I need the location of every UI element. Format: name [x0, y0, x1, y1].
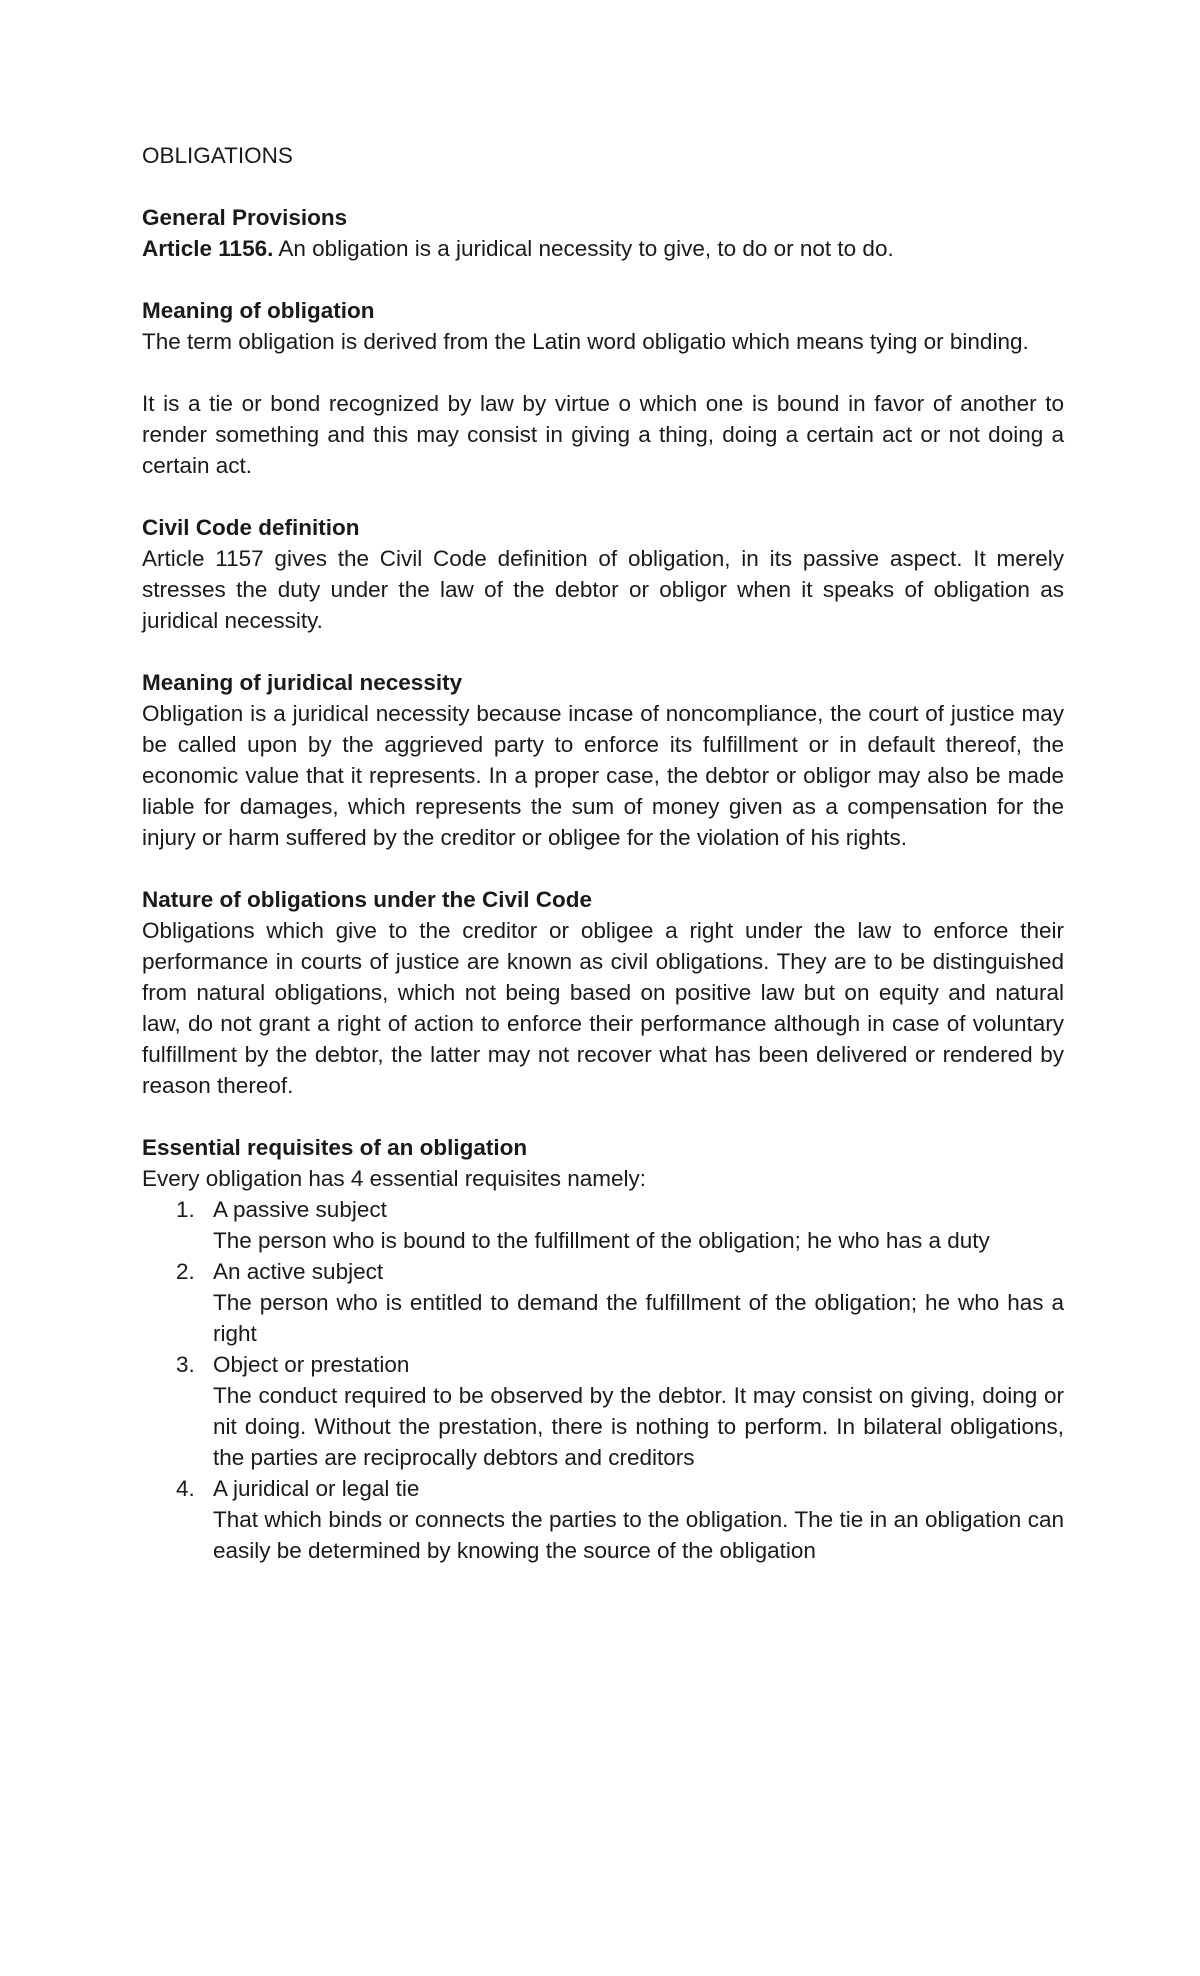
list-item-description: The person who is bound to the fulfillment of the obligation; he who has a duty: [213, 1228, 990, 1253]
document-title: OBLIGATIONS: [142, 143, 293, 168]
article-1156: [142, 233, 1064, 264]
list-item-number: 4.: [176, 1476, 195, 1501]
list-item: [142, 1349, 1064, 1473]
heading-general-provisions: General Provisions: [142, 205, 348, 230]
list-item-description: That which binds or connects the parties to the obligation. The tie in an obligation can easily be determined by knowing the source of the obligation: [213, 1507, 1064, 1563]
article-1156-label: Article 1156.: [142, 236, 274, 261]
heading-nature-of-obligations: Nature of obligations under the Civil Code: [142, 887, 593, 912]
list-item-description: The conduct required to be observed by the debtor. It may consist on giving, doing or nit doing. Without the prestation, there is nothing to perform. In bilateral obligations, the parties are reciprocally debtors and creditors: [213, 1383, 1064, 1470]
paragraph-latin-origin: The term obligation is derived from the Latin word obligatio which means tying or binding.: [142, 329, 1029, 354]
article-1156-text: An obligation is a juridical necessity to give, to do or not to do.: [273, 236, 894, 261]
paragraph-nature-of-obligations: Obligations which give to the creditor or obligee a right under the law to enforce their performance in courts of justice are known as civil obligations. They are to be distinguished from natural obligations, which not being based on positive law but on equity and natural law, do not grant a right of action to enforce their performance although in case of voluntary fulfillment by the debtor, the latter may not recover what has been delivered or rendered by reason thereof.: [142, 918, 1064, 1098]
list-item-number: 2.: [176, 1259, 195, 1284]
paragraph-civil-code-definition: Article 1157 gives the Civil Code definition of obligation, in its passive aspect. It merely stresses the duty under the law of the debtor or obligor when it speaks of obligation as juridical necessity.: [142, 546, 1064, 633]
section-meaning-of-obligation: [142, 295, 1064, 481]
list-item-description: The person who is entitled to demand the fulfillment of the obligation; he who has a right: [213, 1290, 1064, 1346]
list-item: [142, 1194, 1064, 1256]
heading-civil-code-definition: Civil Code definition: [142, 515, 360, 540]
section-civil-code-definition: [142, 512, 1064, 636]
heading-meaning-of-obligation: Meaning of obligation: [142, 298, 375, 323]
heading-essential-requisites: Essential requisites of an obligation: [142, 1135, 528, 1160]
list-item: [142, 1473, 1064, 1566]
requisites-list: [142, 1194, 1064, 1566]
section-nature-of-obligations: [142, 884, 1064, 1101]
list-item-title: Object or prestation: [213, 1352, 410, 1377]
section-essential-requisites: [142, 1132, 1064, 1566]
paragraph-requisites-intro: Every obligation has 4 essential requisites namely:: [142, 1166, 647, 1191]
list-item-number: 1.: [176, 1197, 195, 1222]
heading-juridical-necessity: Meaning of juridical necessity: [142, 670, 463, 695]
paragraph-tie-or-bond: It is a tie or bond recognized by law by virtue o which one is bound in favor of another to render something and this may consist in giving a thing, doing a certain act or not doing a certain act.: [142, 391, 1064, 478]
list-item-title: A passive subject: [213, 1197, 387, 1222]
list-item-title: An active subject: [213, 1259, 384, 1284]
section-juridical-necessity: [142, 667, 1064, 853]
list-item-number: 3.: [176, 1352, 195, 1377]
paragraph-juridical-necessity: Obligation is a juridical necessity because incase of noncompliance, the court of justice may be called upon by the aggrieved party to enforce its fulfillment or in default thereof, the economic value that it represents. In a proper case, the debtor or obligor may also be made liable for damages, which represents the sum of money given as a compensation for the injury or harm suffered by the creditor or obligee for the violation of his rights.: [142, 701, 1064, 850]
list-item-title: A juridical or legal tie: [213, 1476, 420, 1501]
list-item: [142, 1256, 1064, 1349]
document-page: [142, 140, 1064, 1597]
section-general-provisions: [142, 202, 1064, 264]
